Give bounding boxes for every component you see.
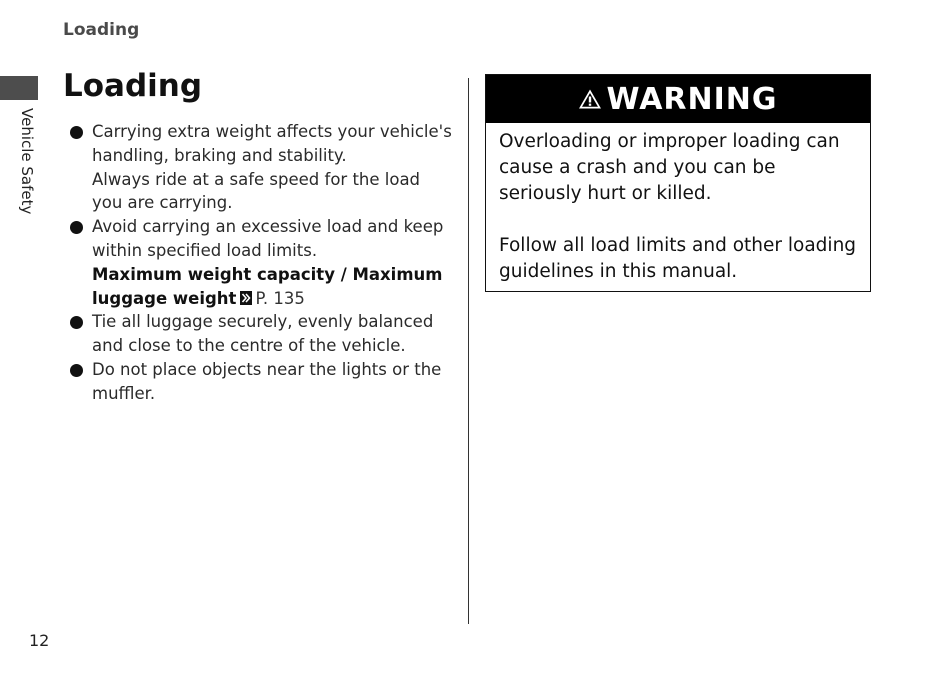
- warning-heading: WARNING: [606, 81, 778, 117]
- page-number: 12: [29, 631, 50, 650]
- page-reference-arrow-icon: [240, 291, 252, 305]
- bullet-text: Avoid carrying an excessive load and keep within specified load limits.: [92, 217, 444, 260]
- bullet-icon: [70, 126, 83, 139]
- warning-body: [486, 123, 870, 285]
- warning-paragraph: Overloading or improper loading can cause a crash and you can be seriously hurt or killed.: [499, 131, 840, 204]
- warning-triangle-icon: [578, 88, 602, 110]
- cross-reference[interactable]: [92, 263, 455, 311]
- side-tab-label: Vehicle Safety: [18, 108, 36, 215]
- cross-reference-title[interactable]: Maximum weight capacity / Maximum luggage weight: [92, 264, 443, 308]
- bullet-icon: [70, 364, 83, 377]
- bullet-icon: [70, 221, 83, 234]
- warning-paragraph: Follow all load limits and other loading guidelines in this manual.: [499, 235, 857, 282]
- list-item: [70, 310, 455, 358]
- list-item: [70, 215, 455, 310]
- list-item: [70, 358, 455, 406]
- bullet-list: [70, 120, 455, 406]
- running-header: Loading: [63, 20, 140, 40]
- warning-header: [486, 75, 870, 123]
- page-title: Loading: [63, 68, 203, 104]
- bullet-icon: [70, 316, 83, 329]
- section-tab-marker: [0, 76, 38, 100]
- bullet-text: Tie all luggage securely, evenly balanced and close to the centre of the vehicle.: [92, 312, 434, 356]
- bullet-text: Carrying extra weight affects your vehicle's handling, braking and stability.: [92, 122, 452, 165]
- bullet-text: Do not place objects near the lights or the muffler.: [92, 359, 442, 403]
- page-reference-link[interactable]: P. 135: [255, 288, 305, 308]
- warning-box: [485, 74, 871, 292]
- column-divider: [468, 78, 469, 624]
- list-item: [70, 120, 455, 215]
- bullet-text: Always ride at a safe speed for the load you are carrying.: [92, 169, 421, 213]
